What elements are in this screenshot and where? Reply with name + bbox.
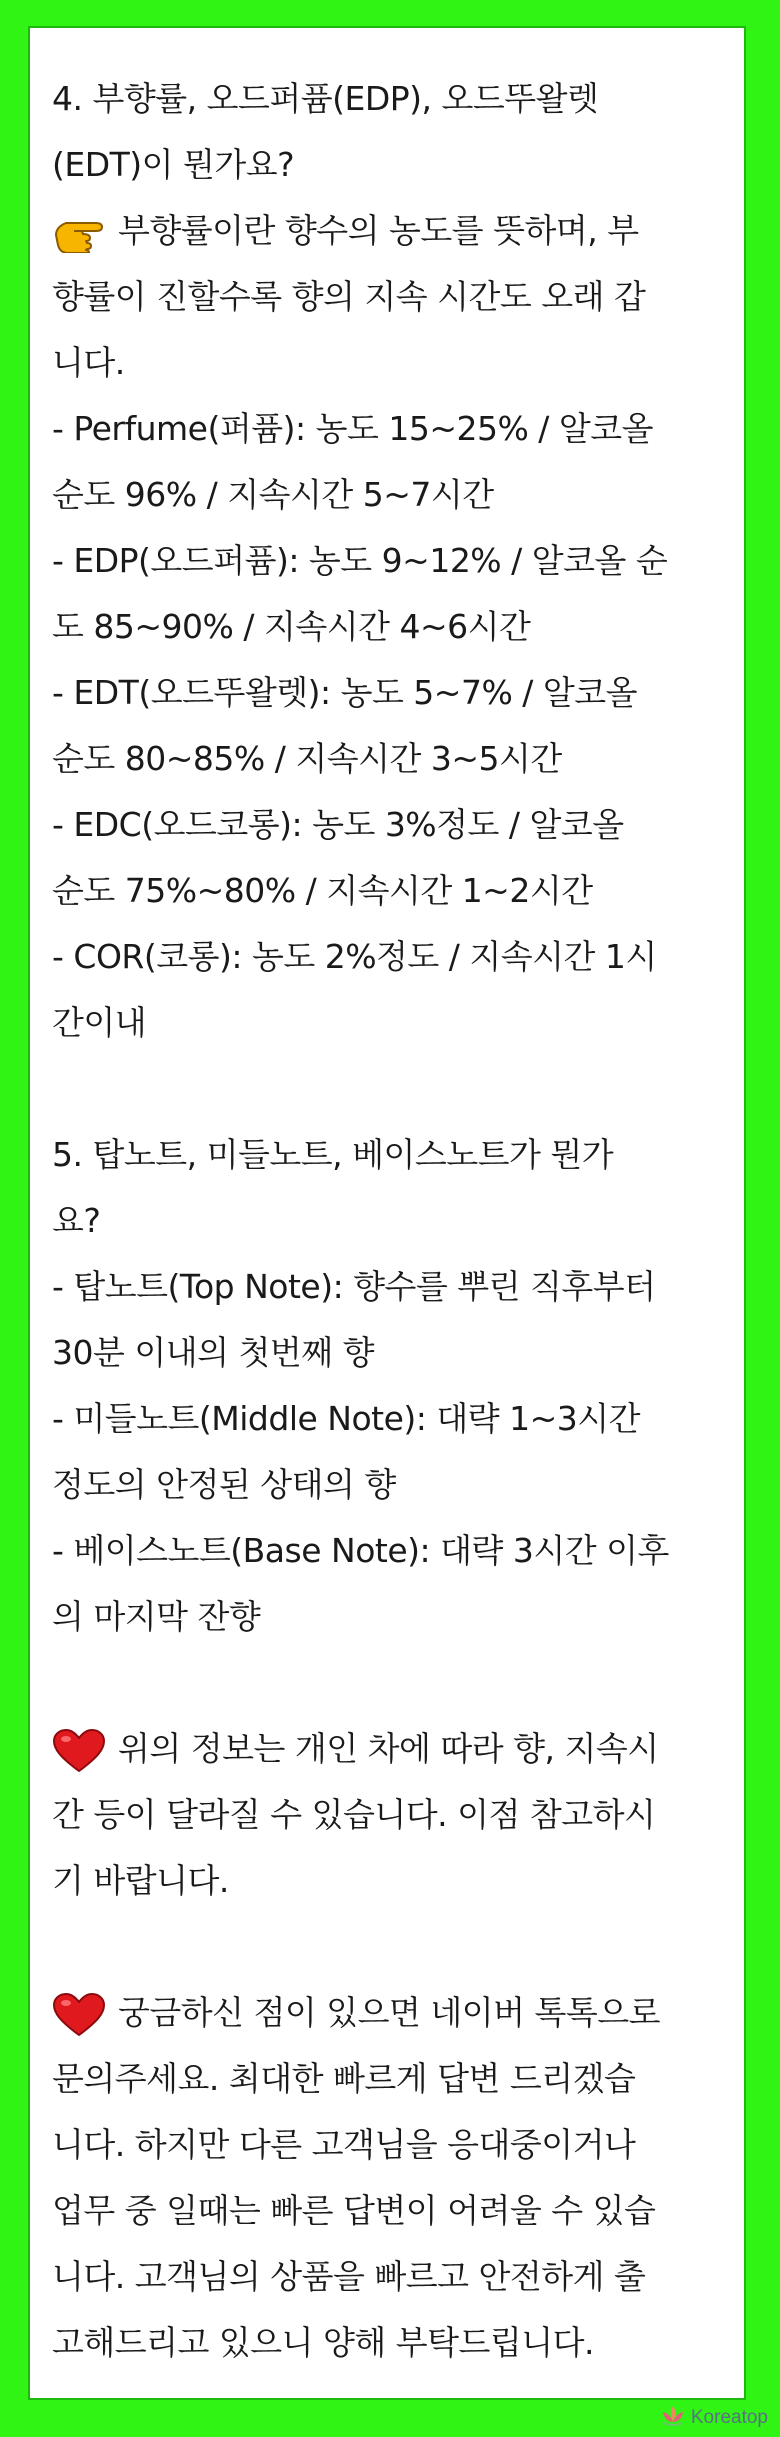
spacer <box>52 1056 742 1122</box>
article-body <box>52 66 742 2376</box>
section5-item-line: - 베이스노트(Base Note): 대략 3시간 이후 <box>52 1531 669 1570</box>
section4-item-line: 간이내 <box>52 1003 147 1042</box>
section5-item-line: - 탑노트(Top Note): 향수를 뿌린 직후부터 <box>52 1267 656 1306</box>
section5-title-line: 요? <box>52 1201 101 1240</box>
pointing-hand-icon <box>52 213 106 253</box>
notice1-line <box>52 1716 742 1782</box>
section4-item-line: - Perfume(퍼퓸): 농도 15~25% / 알코올 <box>52 409 654 448</box>
notice1-line: 기 바랍니다. <box>52 1861 229 1900</box>
section4-intro-line: 향률이 진할수록 향의 지속 시간도 오래 갑 <box>52 277 646 316</box>
section4-item-line: - EDP(오드퍼퓸): 농도 9~12% / 알코올 순 <box>52 541 668 580</box>
heart-icon <box>52 1729 106 1773</box>
notice2-line: 니다. 고객님의 상품을 빠르고 안전하게 출 <box>52 2257 646 2296</box>
content-card <box>28 26 746 2400</box>
section4-intro-line: 니다. <box>52 343 125 382</box>
intro-text: 부향률이란 향수의 농도를 뜻하며, 부 <box>118 211 639 250</box>
notice-text: 궁금하신 점이 있으면 네이버 톡톡으로 <box>118 1993 661 2032</box>
section4-item-line: 순도 75%~80% / 지속시간 1~2시간 <box>52 871 593 910</box>
section4-title-line: 4. 부향률, 오드퍼퓸(EDP), 오드뚜왈렛 <box>52 79 599 118</box>
section5-item-line: - 미들노트(Middle Note): 대략 1~3시간 <box>52 1399 641 1438</box>
section5-item-line: 정도의 안정된 상태의 향 <box>52 1465 396 1504</box>
notice2-line: 문의주세요. 최대한 빠르게 답변 드리겠습 <box>52 2059 636 2098</box>
section4-item-line: 순도 80~85% / 지속시간 3~5시간 <box>52 739 562 778</box>
notice2-line <box>52 1980 742 2046</box>
section5-title-line: 5. 탑노트, 미들노트, 베이스노트가 뭔가 <box>52 1135 614 1174</box>
section4-title-line: (EDT)이 뭔가요? <box>52 145 295 184</box>
section4-item-line: - EDC(오드코롱): 농도 3%정도 / 알코올 <box>52 805 624 844</box>
section4-item-line: 순도 96% / 지속시간 5~7시간 <box>52 475 494 514</box>
section4-item-line: - COR(코롱): 농도 2%정도 / 지속시간 1시 <box>52 937 657 976</box>
spacer <box>52 1650 742 1716</box>
section5-item-line: 의 마지막 잔향 <box>52 1597 261 1636</box>
notice2-line: 고해드리고 있으니 양해 부탁드립니다. <box>52 2323 595 2362</box>
watermark-logo <box>660 2405 768 2431</box>
watermark-text: Koreatop <box>690 2407 768 2428</box>
notice2-line: 니다. 하지만 다른 고객님을 응대중이거나 <box>52 2125 636 2164</box>
section4-item-line: - EDT(오드뚜왈렛): 농도 5~7% / 알코올 <box>52 673 638 712</box>
spacer <box>52 1914 742 1980</box>
heart-icon <box>52 1993 106 2037</box>
section5-item-line: 30분 이내의 첫번째 향 <box>52 1333 374 1372</box>
lotus-logo-icon <box>660 2404 686 2432</box>
section4-intro-line <box>52 198 742 264</box>
notice1-line: 간 등이 달라질 수 있습니다. 이점 참고하시 <box>52 1795 656 1834</box>
section4-item-line: 도 85~90% / 지속시간 4~6시간 <box>52 607 531 646</box>
notice-text: 위의 정보는 개인 차에 따라 향, 지속시 <box>118 1729 659 1768</box>
notice2-line: 업무 중 일때는 빠른 답변이 어려울 수 있습 <box>52 2191 656 2230</box>
